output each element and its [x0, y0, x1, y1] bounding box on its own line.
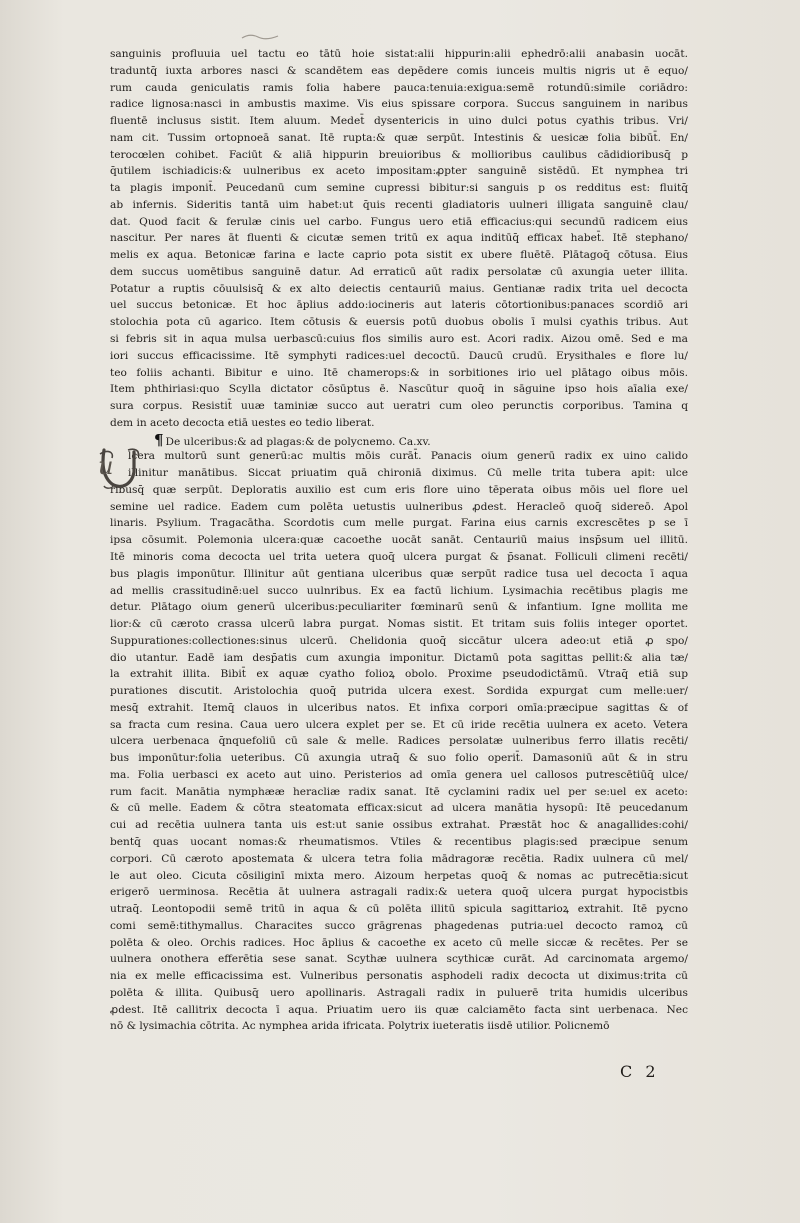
text-line: ma. Folia uerbasci ex aceto aut uino. Peristerios ad omīa genera uel callosos putrescētiūq̄ ulce/: [110, 768, 688, 781]
text-line: nō & lysimachia cōtrita. Ac nymphea arida ifricata. Polytrix iueteratis iisdē utilior. Policnemō: [110, 1020, 610, 1033]
text-line: ribusq̄ quæ serpūt. Deploratis auxilio est cum eris flore uino tēperata oibus mōis uel flore uel: [110, 483, 688, 496]
text-line: polēta & illita. Quibusq̄ uero apollinaris. Astragali radix in puluerē trita humidis ulceribus: [110, 986, 688, 999]
text-line: sura corpus. Resistit̄ uuæ taminiæ succo aut ueratri cum oleo perunctis corporibus. Tamina q: [110, 400, 688, 413]
folio-signature: C 2: [620, 1062, 660, 1081]
text-line: bus plagis imponūtur. Illinitur aūt gentiana ulceribus quæ serpūt radice tusa uel decocta ī aqua: [110, 567, 688, 580]
text-line: traduntq̄ iuxta arbores nasci & scandētem eas depēdere comis iunceis multis nigris ut ē equo/: [110, 64, 688, 77]
text-line: cui ad recētia uulnera tanta uis est:ut sanie ossibus extrahat. Præstāt hoc & anagallides:cohi/: [110, 819, 688, 832]
section-sanguinis: [110, 46, 688, 432]
text-line: ipsa cōsumit. Polemonia ulcera:quæ cacoethe uocāt sanāt. Centauriū maius insp̄sum uel illitū.: [110, 534, 688, 547]
text-line: bus imponūtur:folia ueteribus. Cū axungia utraq̄ & suo folio operit̄. Damasoniū aūt & in stru: [110, 752, 688, 765]
text-line: stolochia pota cū agarico. Item cōtusis & euersis potū duobus obolis ī mulsi cyathis tribus. Aut: [110, 316, 688, 329]
text-line: Suppurationes:collectiones:sinus ulcerū. Chelidonia quoq̄ siccātur ulcera adeo:ut etiā ꝓ spo/: [110, 634, 688, 647]
text-line: lcera multorū sunt generū:ac multis mōis curāt̄. Panacis oium generū radix ex uino calido: [128, 450, 688, 463]
text-line: rum facit. Manātia nymphææ heracliæ radix sanat. Itē cyclamini radix uel per se:uel ex aceto:: [110, 785, 688, 798]
text-line: nam cit. Tussim ortopnoeā sanat. Itē rupta:& quæ serpūt. Intestinis & uesicæ folia bibūt̄. En/: [110, 131, 688, 144]
text-line: nia ex melle efficacissima est. Vulneribus personatis asphodeli radix decocta ut diximus:trita cū: [110, 970, 688, 983]
text-line: ab infernis. Sideritis tantā uim habet:ut q̄uis recenti gladiatoris uulneri illigata sanguinē clau/: [110, 198, 688, 211]
pilcrow-mark: ¶: [154, 430, 164, 449]
text-line: ta plagis imponit̄. Peucedanū cum semine cupressi bibitur:si sanguis p os redditus est: fluitq̄: [110, 182, 688, 195]
text-line: sa fracta cum resina. Caua uero ulcera explet per se. Et cū iride recētia uulnera ex aceto. Vetera: [110, 718, 688, 731]
text-line: melis ex aqua. Betonicæ farina e lacte caprio pota sistit ex ubere fluētē. Plātagoq̄ cōtusa. Eius: [110, 249, 688, 262]
text-line: Item phthiriasi:quo Scylla dictator cōsūptus ē. Nascūtur quoq̄ in sāguine ipso hois aīalia exe/: [110, 383, 688, 396]
text-line: detur. Plātago oium generū ulceribus:peculiariter fœminarū senū & infantium. Igne mollita me: [110, 601, 688, 614]
text-line: rum cauda geniculatis ramis folia habere pauca:tenuia:exigua:semē rotundū:simile coriādro:: [110, 81, 688, 94]
text-line: uulnera onothera efferētia sese sanat. Scythæ uulnera scythicæ curāt. Ad carcinomata argemo/: [110, 953, 688, 966]
text-line: dem succus uomētibus sanguinē datur. Ad erraticū aūt radix persolatæ cū axungia ueter illita.: [110, 265, 688, 278]
chapter-heading: [110, 432, 688, 449]
text-line: mesq̄ extrahit. Itemq̄ clauos in ulceribus natos. Et infixa corpori omīa:præcipue sagittas & of: [110, 701, 688, 714]
text-line: Potatur a ruptis cōuulsisq̄ & ex alto deiectis centauriū maius. Gentianæ radix trita uel decocta: [110, 282, 688, 295]
section-de-ulceribus: [110, 448, 688, 1035]
text-line: si febris sit in aqua mulsa uerbascū:cuius flos similis auro est. Acori radix. Aizou omē. Sed e ma: [110, 333, 688, 346]
text-line: sanguinis profluuia uel tactu eo tātū hoie sistat:alii hippurin:alii ephedrō:alii anabasin uocāt.: [110, 48, 688, 60]
text-line: dem in aceto decocta etiā uestes eo tedio liberat.: [110, 416, 375, 429]
main-text-column: [110, 46, 688, 1035]
ink-smudge: [240, 32, 280, 42]
section-de-ulceribus-lines: [110, 448, 688, 1035]
guide-letter: u: [98, 452, 114, 480]
text-line: comi semē:tithymallus. Characites succo grāgrenas phagedenas putria:uel decocto ramoꝝ cū: [110, 919, 688, 932]
text-line: erigerō uerminosa. Recētia āt uulnera astragali radix:& uetera quoq̄ ulcera purgat hypocistbis: [110, 886, 688, 899]
text-line: ꝓdest. Itē callitrix decocta ī aqua. Priuatim uero iis quæ calciamēto facta sint uerbenaca. Nec: [110, 1003, 688, 1016]
text-line: q̄utilem ischiadicis:& uulneribus ex aceto impositam:ꝓpter sanguinē sistēdū. Et nymphea tri: [110, 165, 688, 178]
text-line: ulcera uerbenaca q̄nquefoliū cū sale & melle. Radices persolatæ uulneribus ferro illatis recēti/: [110, 735, 688, 748]
text-line: & cū melle. Eadem & cōtra steatomata efficax:sicut ad ulcera manātia hysopū: Itē peucedanum: [110, 802, 688, 815]
text-line: dat. Quod facit & ferulæ cinis uel carbo. Fungus uero etiā efficacius:qui secundū radicem eius: [110, 215, 688, 228]
text-line: iori succus efficacissime. Itē symphyti radices:uel decoctū. Daucū crudū. Erysithales e flore lu/: [110, 349, 688, 362]
text-line: corpori. Cū cæroto apostemata & ulcera tetra folia mādragoræ recētia. Radix uulnera cū mel/: [110, 852, 688, 865]
text-line: purationes discutit. Aristolochia quoq̄ putrida ulcera exest. Sordida expurgat cum melle:uer/: [110, 685, 688, 698]
text-line: radice lignosa:nasci in ambustis maxime. Vis eius spissare corpora. Succus sanguinem in naribus: [110, 98, 688, 111]
text-line: uel succus betonicæ. Et hoc āplius addo:iocineris aut lateris cōtortionibus:panaces scordiō ari: [110, 299, 688, 312]
text-line: Itē minoris coma decocta uel trita uetera quoq̄ ulcera purgat & p̄sanat. Folliculi climeni recēti/: [110, 550, 688, 563]
text-line: le aut oleo. Cicuta cōsiliginī mixta mero. Aizoum herpetas quoq̄ & nomas ac putrecētia:sicut: [110, 869, 688, 882]
text-line: semine uel radice. Eadem cum polēta uetustis uulneribus ꝓdest. Heracleō quoq̄ sidereō. Apol: [110, 500, 688, 513]
text-line: terocœlen cohibet. Faciūt & aliā hippurin breuioribus & mollioribus caulibus cādidioribusq̄ p: [110, 148, 688, 161]
text-line: teo foliis achanti. Bibitur e uino. Itē chamerops:& in sorbitiones irio uel plātago oibus mōis.: [110, 366, 688, 379]
chapter-heading-text: De ulceribus:& ad plagas:& de polycnemo. Ca.xv.: [165, 435, 431, 448]
text-line: fluentē inclusus sistit. Item aluum. Medet̄ dysentericis in uino dulci potus cyathis tribus. Vri/: [110, 115, 688, 128]
text-line: bentq̄ quas uocant nomas:& rheumatismos. Vtiles & recentibus plagis:sed præcipue senum: [110, 835, 688, 848]
text-line: linaris. Psylium. Tragacātha. Scordotis cum melle purgat. Farina eius carnis excrescētes p se ī: [110, 517, 688, 530]
text-line: ad mellis crassitudinē:uel succo uulnribus. Ex ea factū lichium. Lysimachia recētibus plagis me: [110, 584, 688, 597]
text-line: lior:& cū cæroto crassa ulcerū labra purgat. Nomas sistit. Et tritam suis foliis integer oportet.: [110, 618, 688, 631]
text-line: polēta & oleo. Orchis radices. Hoc āplius & cacoethe ex aceto cū melle siccæ & recētes. Per se: [110, 936, 688, 949]
text-line: illinitur manātibus. Siccat priuatim quā chironiā diximus. Cū melle trita tubera apit: ulce: [128, 467, 688, 480]
text-line: nascitur. Per nares āt fluenti & cicutæ semen tritū ex aqua inditūq̄ efficax habet̄. Itē stephano/: [110, 232, 688, 245]
text-line: dio utantur. Eadē iam desp̄atis cum axungia imponitur. Dictamū pota sagittas pellit:& alia tæ/: [110, 651, 688, 664]
text-line: utraq̄. Leontopodii semē tritū in aqua & cū polēta illitū spicula sagittarioꝝ extrahit. Itē pycno: [110, 903, 688, 916]
text-line: la extrahit illita. Bibit̄ ex aquæ cyatho folioꝝ obolo. Proxime pseudodictāmū. Vtraq̄ etiā sup: [110, 668, 688, 681]
